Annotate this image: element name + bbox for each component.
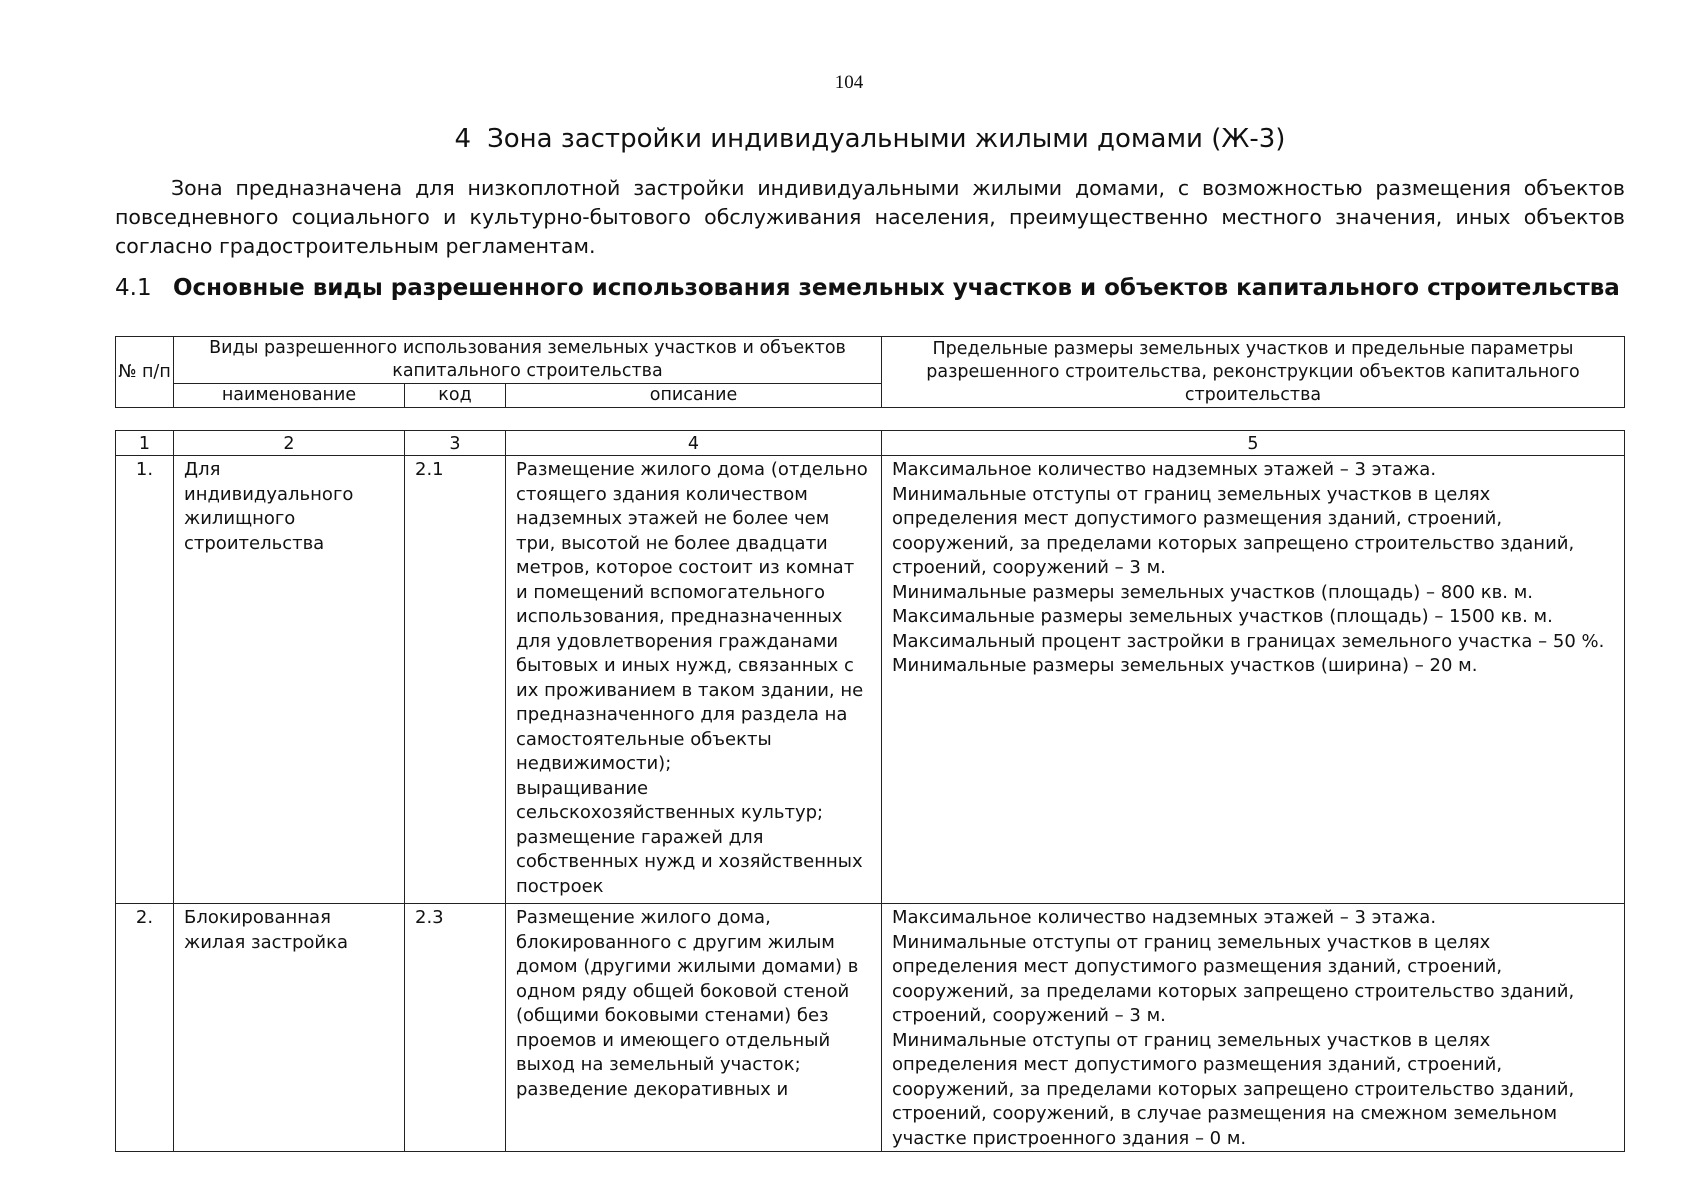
subsection-number: 4.1 [115,275,152,301]
section-number: 4 [454,124,472,154]
regulation-table [115,430,1625,1152]
row-params: Максимальное количество надземных этажей – 3 этажа. Минимальные отступы от границ земельных участков в целях определения мест допустимого размещения зданий, строений, сооружений, за пределами которых запрещено строительство зданий, строений, сооружений – 3 м. Минимальные отступы от границ земельных участков в целях определения мест допустимого размещения зданий, строений, сооружений, за пределами которых запрещено строительство зданий, строений, сооружений, в случае размещения на смежном земельном участке пристроенного здания – 0 м. [882,904,1625,1152]
column-number: 5 [882,431,1625,456]
row-code: 2.3 [405,904,506,1152]
subsection-title: Основные виды разрешенного использования земельных участков и объектов капитального строительства [173,275,1620,301]
header-num: № п/п [116,337,174,408]
row-name: Блокированная жилая застройка [174,904,405,1152]
header-name: наименование [174,384,405,408]
row-description: Размещение жилого дома (отдельно стоящего здания количеством надземных этажей не более чем три, высотой не более двадцати метров, которое состоит из комнат и помещений вспомогательного использования, предназначенных для удовлетворения гражданами бытовых и иных нужд, связанных с их проживанием в таком здании, не предназначенного для раздела на самостоятельные объекты недвижимости); выращивание сельскохозяйственных культур; размещение гаражей для собственных нужд и хозяйственных построек [506,456,882,904]
section-title-text: Зона застройки индивидуальными жилыми домами (Ж-3) [487,124,1286,154]
table-header [115,336,1625,408]
column-number-row [116,431,1625,456]
column-number: 4 [506,431,882,456]
section-title [115,124,1625,154]
row-params: Максимальное количество надземных этажей – 3 этажа. Минимальные отступы от границ земельных участков в целях определения мест допустимого размещения зданий, строений, сооружений, за пределами которых запрещено строительство зданий, строений, сооружений – 3 м. Минимальные размеры земельных участков (площадь) – 800 кв. м. Максимальные размеры земельных участков (площадь) – 1500 кв. м. Максимальный процент застройки в границах земельного участка – 50 %. Минимальные размеры земельных участков (ширина) – 20 м. [882,456,1625,904]
header-params: Предельные размеры земельных участков и предельные параметры разрешенного строительства, реконструкции объектов капитального строительства [882,337,1625,408]
table-row [116,904,1625,1152]
header-code: код [405,384,506,408]
row-num: 1. [116,456,174,904]
row-description: Размещение жилого дома, блокированного с другим жилым домом (другими жилыми домами) в одном ряду общей боковой стеной (общими боковыми стенами) без проемов и имеющего отдельный выход на земельный участок; разведение декоративных и [506,904,882,1152]
column-number: 1 [116,431,174,456]
header-group: Виды разрешенного использования земельных участков и объектов капитального строительства [174,337,882,384]
row-num: 2. [116,904,174,1152]
header-description: описание [506,384,882,408]
intro-paragraph: Зона предназначена для низкоплотной застройки индивидуальными жилыми домами, с возможностью размещения объектов повседневного социального и культурно-бытового обслуживания населения, преимущественно местного значения, иных объектов согласно градостроительным регламентам. [115,176,1625,258]
table-row [116,456,1625,904]
row-code: 2.1 [405,456,506,904]
column-number: 2 [174,431,405,456]
row-name: Для индивидуального жилищного строительства [174,456,405,904]
column-number: 3 [405,431,506,456]
subsection-heading [115,274,1625,303]
page-number: 104 [834,72,864,93]
